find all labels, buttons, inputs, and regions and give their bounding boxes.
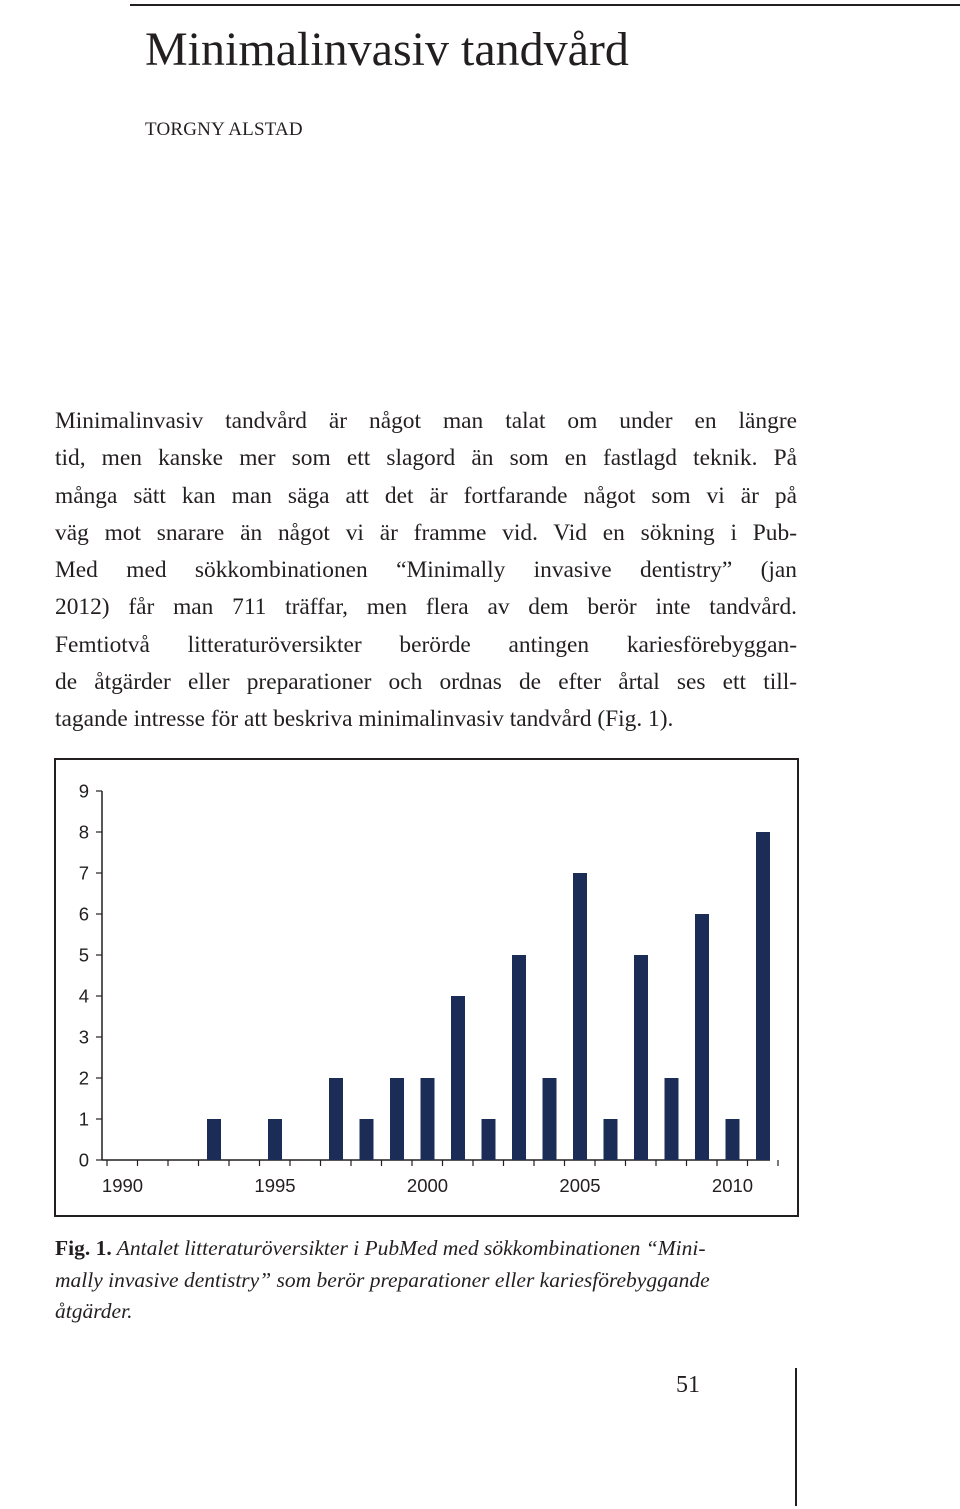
bar <box>543 1078 557 1160</box>
bar <box>482 1119 496 1160</box>
bar <box>604 1119 618 1160</box>
caption-text-line: åtgärder. <box>55 1299 133 1323</box>
body-line: Med med sökkombinationen “Minimally invasive dentistry” (jan <box>55 557 797 584</box>
caption-label: Fig. 1. <box>55 1236 112 1260</box>
body-paragraph <box>55 403 797 739</box>
x-tick-label: 2010 <box>711 1175 754 1196</box>
bar <box>573 873 587 1160</box>
bar <box>268 1119 282 1160</box>
body-line: de åtgärder eller preparationer och ordnas de efter årtal ses ett till- <box>55 669 797 696</box>
y-tick-label: 7 <box>78 862 89 884</box>
y-tick-label: 2 <box>78 1067 89 1089</box>
y-tick-label: 8 <box>78 821 89 843</box>
x-tick-label: 1990 <box>101 1175 144 1196</box>
y-tick-label: 5 <box>78 944 89 966</box>
bar-chart <box>56 760 797 1215</box>
body-line: tagande intresse för att beskriva minimalinvasiv tandvård (Fig. 1). <box>55 706 674 733</box>
y-tick-label: 9 <box>78 780 89 802</box>
article-title: Minimalinvasiv tandvård <box>145 23 629 76</box>
bar <box>329 1078 343 1160</box>
bar <box>634 955 648 1160</box>
side-rule <box>795 1368 797 1506</box>
bar <box>451 996 465 1160</box>
bar <box>421 1078 435 1160</box>
y-tick-label: 3 <box>78 1026 89 1048</box>
bar <box>726 1119 740 1160</box>
y-tick-label: 0 <box>78 1149 89 1171</box>
body-line: Minimalinvasiv tandvård är något man talat om under en längre <box>55 408 797 434</box>
y-tick-label: 1 <box>78 1108 89 1130</box>
page-number: 51 <box>676 1372 700 1398</box>
body-line: 2012) får man 711 träffar, men flera av dem berör inte tandvård. <box>55 594 797 621</box>
bar <box>390 1078 404 1160</box>
top-rule <box>130 4 960 6</box>
figure-caption <box>55 1233 765 1328</box>
x-tick-label: 1995 <box>254 1175 296 1196</box>
caption-text-line: mally invasive dentistry” som berör preparationer eller kariesförebyggande <box>55 1267 710 1292</box>
figure-box <box>54 758 799 1217</box>
bar <box>665 1078 679 1160</box>
body-line: Femtiotvå litteraturöversikter berörde antingen kariesförebyggan- <box>55 631 797 658</box>
body-line: många sätt kan man säga att det är fortfarande något som vi är på <box>55 482 797 509</box>
body-line: väg mot snarare än något vi är framme vid. Vid en sökning i Pub- <box>55 519 797 546</box>
bar <box>512 955 526 1160</box>
caption-text-line: Antalet litteraturöversikter i PubMed med sökkombinationen “Mini- <box>116 1236 706 1260</box>
x-tick-label: 2000 <box>406 1175 449 1196</box>
y-tick-label: 6 <box>78 903 89 925</box>
y-tick-label: 4 <box>78 985 89 1007</box>
body-line: tid, men kanske mer som ett slagord än som en fastlagd teknik. På <box>55 445 797 472</box>
x-tick-label: 2005 <box>559 1175 601 1196</box>
article-author: TORGNY ALSTAD <box>145 119 303 140</box>
bar <box>207 1119 221 1160</box>
bar <box>360 1119 374 1160</box>
bar <box>695 914 709 1160</box>
bar <box>756 832 770 1160</box>
